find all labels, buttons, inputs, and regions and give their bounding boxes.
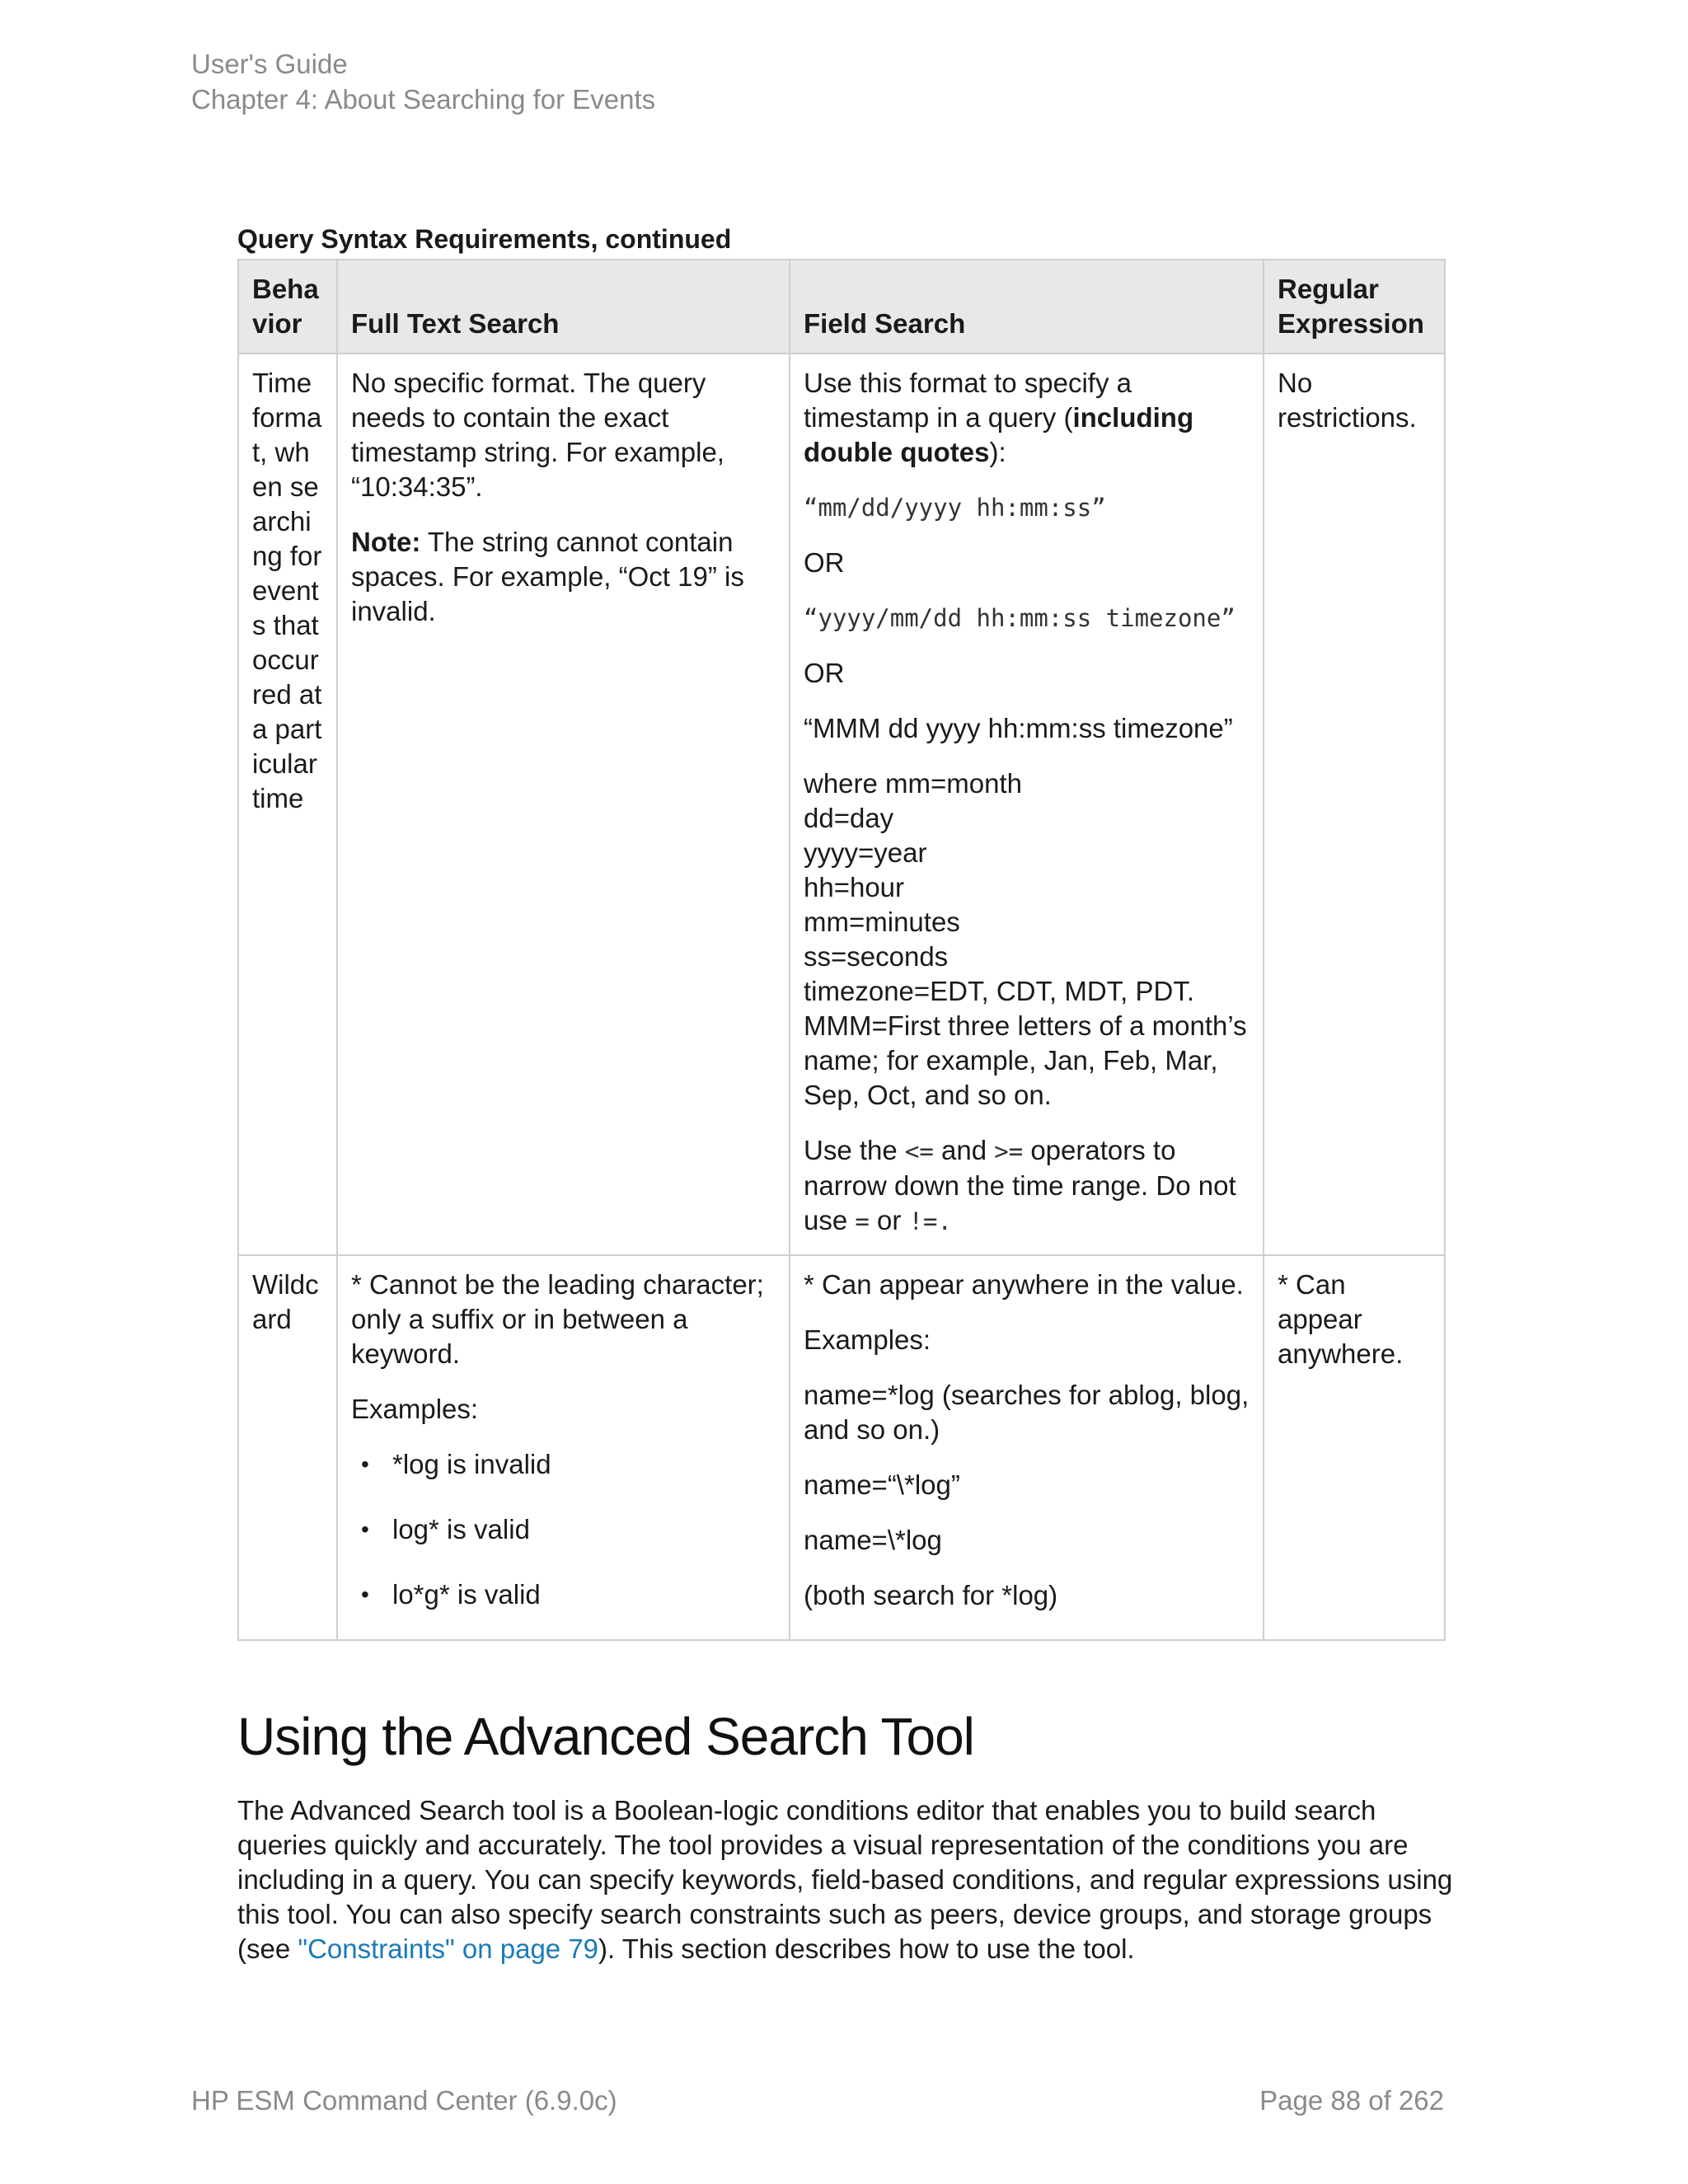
wildcard-full-text-description: * Cannot be the leading character; only a suffix or in between a keyword.: [351, 1269, 764, 1369]
definition-line: hh=hour: [804, 872, 905, 902]
column-header-regular-expression: Regular Expression: [1264, 260, 1445, 354]
op-not-equal: !=.: [908, 1207, 952, 1235]
definition-line: yyyy=year: [804, 837, 927, 868]
ops-text: operators to narrow down the time range. Do not use: [804, 1135, 1236, 1235]
definition-line: where mm=month: [804, 768, 1023, 799]
examples-label: Examples:: [351, 1394, 479, 1424]
op-greater-equal: >=: [994, 1137, 1024, 1165]
full-text-cell: [337, 354, 790, 1255]
wildcard-field-description: * Can appear anywhere in the value.: [804, 1269, 1244, 1300]
list-item: • lo*g* is valid: [351, 1577, 776, 1612]
full-text-description: No specific format. The query needs to contain the exact timestamp string. For example, “10:34:35”.: [351, 368, 724, 502]
column-header-full-text-search: Full Text Search: [337, 260, 790, 354]
operators-note: [804, 1133, 1250, 1239]
wildcard-example: name=“\*log”: [804, 1469, 960, 1500]
wildcard-example: name=*log (searches for ablog, blog, and so on.): [804, 1380, 1250, 1445]
regex-cell: * Can appear anywhere.: [1264, 1255, 1445, 1640]
intro-end: ):: [989, 437, 1006, 467]
definition-line: dd=day: [804, 803, 894, 833]
paragraph-text: The Advanced Search tool is a Boolean-logic conditions editor that enables you to build search queries quickly and accurately. The tool provides a visual representation of the conditions you are including in a query. You can specify keywords, field-based conditions, and regular expressions using this tool. You can also specify search constraints such as peers, device groups, and storage groups (see: [237, 1795, 1453, 1964]
running-header: [191, 46, 655, 117]
full-text-note: [351, 525, 776, 629]
field-search-intro: [804, 366, 1250, 470]
or-separator: OR: [804, 547, 845, 578]
section-paragraph: [237, 1793, 1457, 1966]
column-header-behavior: Behavior: [238, 260, 337, 354]
examples-label: Examples:: [804, 1324, 931, 1355]
list-item: • log* is valid: [351, 1512, 776, 1547]
table-row: [238, 1255, 1445, 1640]
list-item: • *log is invalid: [351, 1447, 776, 1482]
full-text-cell: [337, 1255, 790, 1640]
header-chapter-title: Chapter 4: About Searching for Events: [191, 84, 656, 115]
table-header-row: [238, 260, 1445, 354]
wildcard-example: (both search for *log): [804, 1580, 1058, 1610]
intro-text: Use this format to specify a timestamp in a query (: [804, 368, 1132, 433]
note-text: The string cannot contain spaces. For example, “Oct 19” is invalid.: [351, 527, 744, 626]
ops-text: or: [869, 1205, 909, 1235]
timestamp-format-1: “mm/dd/yyyy hh:mm:ss”: [804, 494, 1106, 522]
column-header-field-search: Field Search: [790, 260, 1264, 354]
query-syntax-table: [237, 259, 1446, 1641]
behavior-cell: Wildcard: [238, 1255, 337, 1640]
table-row: [238, 354, 1445, 1255]
ops-text: and: [933, 1135, 995, 1165]
timestamp-format-2: “yyyy/mm/dd hh:mm:ss timezone”: [804, 604, 1236, 632]
intro-bold: including double quotes: [804, 402, 1194, 467]
constraints-link[interactable]: "Constraints" on page 79: [298, 1933, 599, 1964]
wildcard-example: name=\*log: [804, 1525, 942, 1555]
footer-page-number: Page 88 of 262: [1259, 2085, 1444, 2116]
footer-product: HP ESM Command Center (6.9.0c): [191, 2085, 617, 2116]
op-equal: =: [855, 1207, 870, 1235]
table-caption: Query Syntax Requirements, continued: [237, 224, 732, 254]
op-less-equal: <=: [904, 1137, 934, 1165]
timestamp-format-3: “MMM dd yyyy hh:mm:ss timezone”: [804, 713, 1233, 743]
ops-text: Use the: [804, 1135, 905, 1165]
note-label: Note:: [351, 527, 421, 557]
field-search-cell: [790, 1255, 1264, 1640]
definition-line: MMM=First three letters of a month’s name; for example, Jan, Feb, Mar, Sep, Oct, and so on.: [804, 1010, 1247, 1110]
wildcard-example-list: [351, 1447, 776, 1612]
definition-line: timezone=EDT, CDT, MDT, PDT.: [804, 976, 1195, 1006]
section-heading: Using the Advanced Search Tool: [237, 1707, 974, 1766]
paragraph-text: ). This section describes how to use the tool.: [598, 1933, 1135, 1964]
regex-cell: No restrictions.: [1264, 354, 1445, 1255]
definition-line: mm=minutes: [804, 907, 960, 937]
field-search-cell: [790, 354, 1264, 1255]
definition-line: ss=seconds: [804, 941, 949, 972]
header-guide-title: User's Guide: [191, 49, 348, 79]
behavior-cell: Time format, when searching for events that occurred at a particular time: [238, 354, 337, 1255]
or-separator: OR: [804, 658, 845, 688]
